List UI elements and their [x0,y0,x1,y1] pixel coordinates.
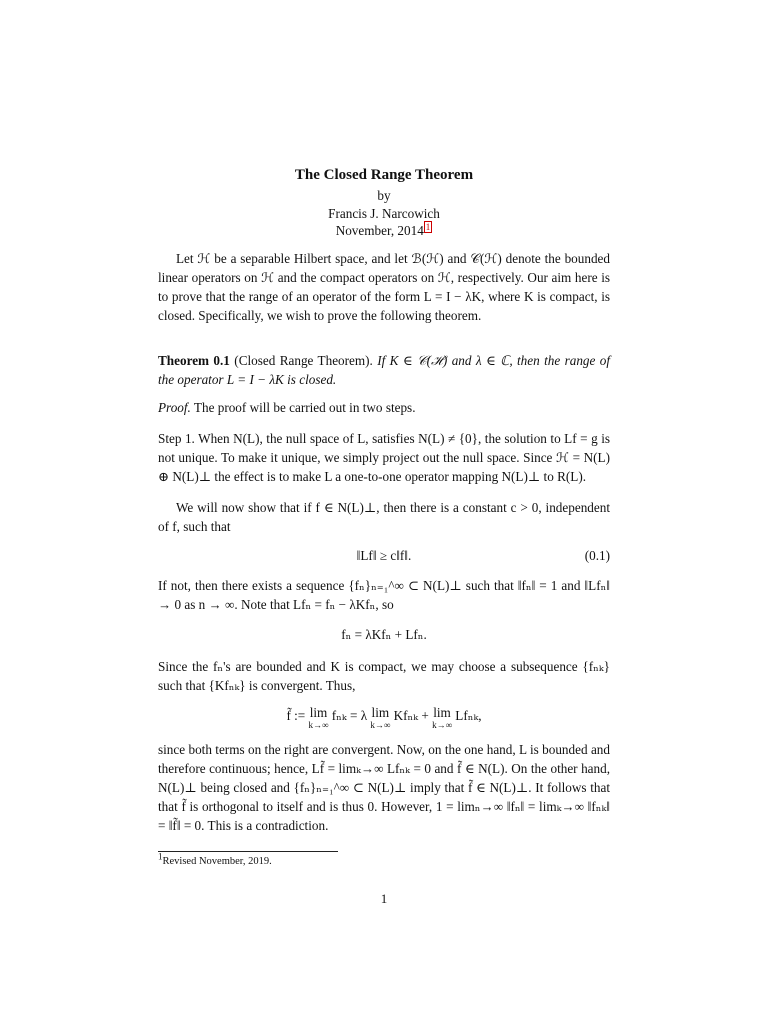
theorem-label: Theorem 0.1 [158,353,230,368]
lim-word: lim [371,705,390,720]
footnote-rule [158,851,338,852]
date: November, 2014 [335,223,424,238]
equation-number: (0.1) [584,548,610,563]
footnote-text: Revised November, 2019. [162,856,272,867]
theorem [158,351,610,389]
author: Francis J. Narcowich [328,206,440,221]
equation-0-1 [158,546,610,565]
lim-sub: k→∞ [308,720,329,730]
equation-0-1-body: ‖Lf‖ ≥ c‖f‖. [356,548,412,563]
page-number: 1 [380,891,388,906]
step1-claim: We will now show that if f ∈ N(L)⊥, then there is a constant c > 0, independent of f, such that [158,500,610,534]
limit-term2: Kfₙₖ + [393,708,429,723]
proof-text: The proof will be carried out in two steps. [193,400,416,415]
limit-lhs: f̃ := [286,708,306,723]
limit-term3: Lfₙₖ, [455,708,482,723]
footnote-mark: 1 [158,851,163,862]
lim-sub: k→∞ [432,720,452,730]
theorem-name: (Closed Range Theorem). [234,353,373,368]
paper-title: The Closed Range Theorem [294,167,474,183]
intro-paragraph: Let ℋ be a separable Hilbert space, and let ℬ(ℋ) and 𝒞(ℋ) denote the bounded linear operators on ℋ and the compact operators on ℋ, respectively. Our aim here is to prove that the range of an operator of the form L = I − λK, where K is compact, is closed. Specifically, we wish to prove the following theorem. [158,251,610,323]
limit-operator [370,706,390,730]
equation-fn: fₙ = λKfₙ + Lfₙ. [341,627,427,642]
by-line: by [377,188,391,203]
subsequence-paragraph: Since the fₙ's are bounded and K is compact, we may choose a subsequence {fₙₖ} such that {Kfₙₖ} is convergent. Thus, [158,659,610,693]
equation-limit [158,706,610,730]
limit-operator [309,706,329,730]
footnote [158,851,272,869]
proof-label: Proof. [158,400,191,415]
date-line [158,221,610,240]
lim-word: lim [309,705,328,720]
theorem-statement: If K ∈ 𝒞(ℋ) and λ ∈ ℂ, then the range of the operator L = I − λK is closed. [158,353,611,387]
limit-term1: fₙₖ = λ [331,708,368,723]
footnote-ref[interactable]: 1 [425,221,431,232]
proof-intro [158,398,610,417]
lim-word: lim [433,705,451,720]
lim-sub: k→∞ [370,720,391,730]
limit-operator [432,706,452,730]
contradiction-setup: If not, then there exists a sequence {fₙ}ₙ₌₁^∞ ⊂ N(L)⊥ such that ‖fₙ‖ = 1 and ‖Lfₙ‖ → 0 as n → ∞. Note that Lfₙ = fₙ − λKfₙ, so [158,578,610,612]
step1-paragraph: Step 1. When N(L), the null space of L, satisfies N(L) ≠ {0}, the solution to Lf = g is not unique. To make it unique, we simply project out the null space. Since ℋ = N(L) ⊕ N(L)⊥ the effect is to make L a one-to-one operator mapping N(L)⊥ to R(L). [158,431,610,484]
conclusion-paragraph: since both terms on the right are convergent. Now, on the one hand, L is bounded and therefore continuous; hence, Lf̃ = limₖ→∞ Lfₙₖ = 0 and f̃ ∈ N(L). On the other hand, N(L)⊥ being closed and {fₙ}ₙ₌₁^∞ ⊂ N(L)⊥ imply that f̃ ∈ N(L)⊥. It follows that that f̃ is orthogonal to itself and is thus 0. However, 1 = limₙ→∞ ‖fₙ‖ = limₖ→∞ ‖fₙₖ‖ = ‖f̃‖ = 0. This is a contradiction. [158,742,610,833]
